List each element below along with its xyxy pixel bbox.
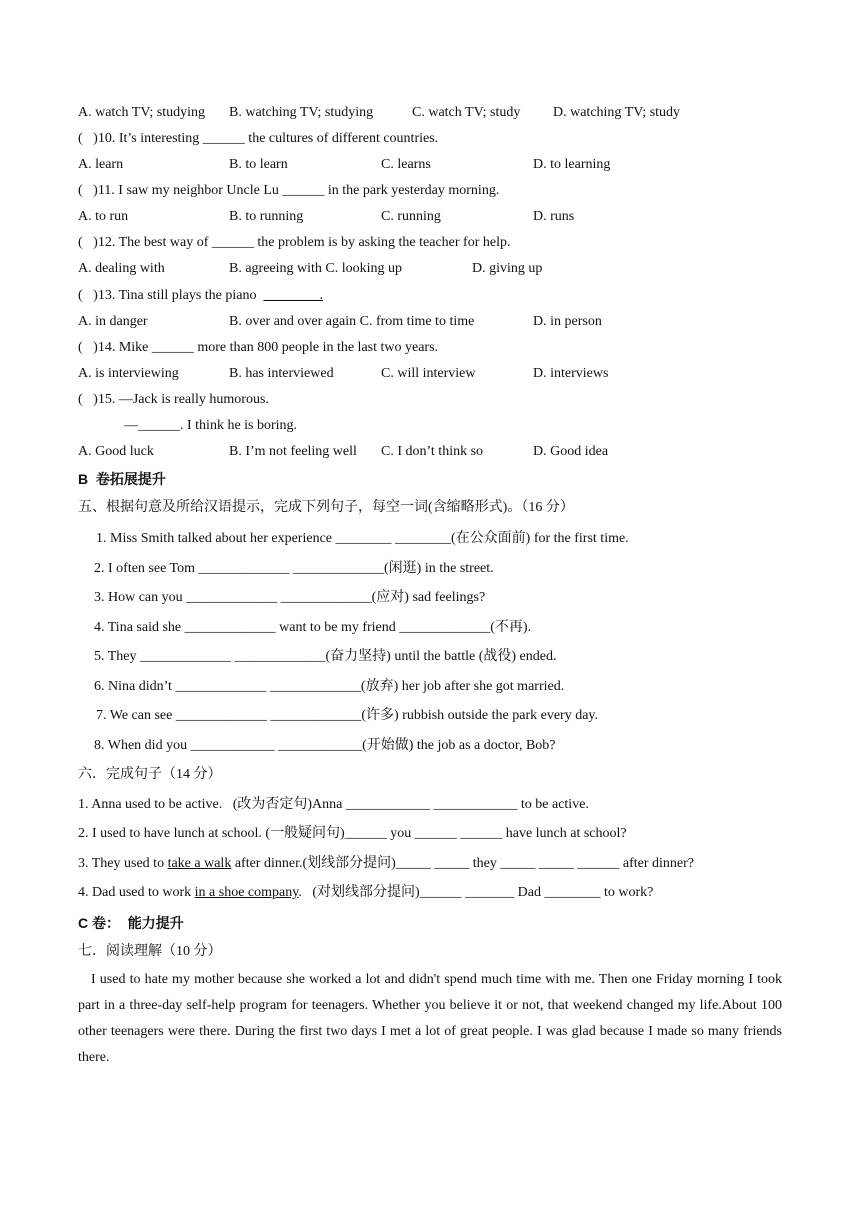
section6-item-4-underlined: in a shoe company bbox=[194, 885, 299, 900]
section6-item-4 bbox=[78, 884, 653, 902]
q13-blank: ________. bbox=[263, 288, 323, 303]
section5-title: 五、根据句意及所给汉语提示，完成下列句子，每空一词(含缩略形式)。（16 分） bbox=[78, 500, 574, 515]
section6-title: 六．完成句子（14 分） bbox=[78, 767, 222, 782]
q12-stem: ( )12. The best way of ______ the problem is by asking the teacher for help. bbox=[78, 235, 511, 250]
q12-option-bc: B. agreeing with C. looking up bbox=[229, 261, 403, 276]
q11-option-d: D. runs bbox=[533, 209, 575, 224]
q12-option-d: D. giving up bbox=[472, 261, 543, 276]
q13-stem bbox=[78, 287, 323, 305]
q12-option-a: A. dealing with bbox=[78, 261, 165, 276]
section5-item-3: 3. How can you _____________ _____________(应对) sad feelings? bbox=[94, 590, 486, 605]
section5-item-7: 7. We can see _____________ _____________(许多) rubbish outside the park every day. bbox=[96, 708, 598, 723]
section6-item-2: 2. I used to have lunch at school. (一般疑问句)______ you ______ ______ have lunch at school? bbox=[78, 826, 627, 841]
q10-option-a: A. learn bbox=[78, 157, 124, 172]
section6-item-3-post: after dinner.(划线部分提问)_____ _____ they _____ _____ ______ after dinner? bbox=[231, 856, 695, 871]
reading-passage: I used to hate my mother because she worked a lot and didn't spend much time with me. Then one Friday morning I took part in a three-day self-help program for teenagers. Whether you believe it or not, that weekend changed my life.About 100 other teenagers were there. During the first two days I met a lot of great people. I was glad because I made so many friends there. bbox=[78, 972, 782, 1065]
section6-item-4-post: . (对划线部分提问)______ _______ Dad ________ to work? bbox=[298, 885, 654, 900]
section5-item-6: 6. Nina didn’t _____________ _____________(放弃) her job after she got married. bbox=[94, 679, 565, 694]
q15-option-b: B. I’m not feeling well bbox=[229, 444, 357, 459]
section6-item-3-underlined: take a walk bbox=[167, 856, 232, 871]
section7-title: 七．阅读理解（10 分） bbox=[78, 944, 222, 959]
q15-reply: —______. I think he is boring. bbox=[124, 418, 298, 433]
section6-item-3-pre: 3. They used to bbox=[78, 856, 168, 871]
q10-option-d: D. to learning bbox=[533, 157, 611, 172]
q15-option-a: A. Good luck bbox=[78, 444, 154, 459]
q14-option-b: B. has interviewed bbox=[229, 366, 334, 381]
q11-option-b: B. to running bbox=[229, 209, 304, 224]
q14-option-a: A. is interviewing bbox=[78, 366, 179, 381]
section5-item-4: 4. Tina said she _____________ want to be my friend _____________(不再). bbox=[94, 620, 532, 635]
q11-stem: ( )11. I saw my neighbor Uncle Lu ______ in the park yesterday morning. bbox=[78, 183, 500, 198]
q13-option-a: A. in danger bbox=[78, 314, 148, 329]
q13-stem-text: ( )13. Tina still plays the piano bbox=[78, 288, 264, 303]
q13-option-d: D. in person bbox=[533, 314, 602, 329]
section5-item-2: 2. I often see Tom _____________ _____________(闲逛) in the street. bbox=[94, 561, 494, 576]
section5-item-1: 1. Miss Smith talked about her experience ________ ________(在公众面前) for the first time. bbox=[96, 531, 629, 546]
q9-option-d: D. watching TV; study bbox=[553, 105, 681, 120]
section6-item-4-pre: 4. Dad used to work bbox=[78, 885, 195, 900]
q15-option-d: D. Good idea bbox=[533, 444, 609, 459]
q9-option-b: B. watching TV; studying bbox=[229, 105, 374, 120]
section-b-title: B 卷拓展提升 bbox=[78, 471, 166, 487]
q10-option-c: C. learns bbox=[381, 157, 431, 172]
q15-option-c: C. I don’t think so bbox=[381, 444, 484, 459]
section-c-title: C 卷： 能力提升 bbox=[78, 915, 184, 931]
section5-item-5: 5. They _____________ _____________(奋力坚持) until the battle (战役) ended. bbox=[94, 649, 557, 664]
section6-item-1: 1. Anna used to be active. (改为否定句)Anna ____________ ____________ to be active. bbox=[78, 797, 589, 812]
section5-item-8: 8. When did you ____________ ____________(开始做) the job as a doctor, Bob? bbox=[94, 738, 556, 753]
q9-option-a: A. watch TV; studying bbox=[78, 105, 206, 120]
section6-item-3 bbox=[78, 855, 694, 873]
q10-option-b: B. to learn bbox=[229, 157, 288, 172]
q14-option-c: C. will interview bbox=[381, 366, 476, 381]
q13-option-bc: B. over and over again C. from time to time bbox=[229, 314, 475, 329]
q11-option-a: A. to run bbox=[78, 209, 129, 224]
q11-option-c: C. running bbox=[381, 209, 441, 224]
q9-option-c: C. watch TV; study bbox=[412, 105, 521, 120]
q10-stem: ( )10. It’s interesting ______ the cultures of different countries. bbox=[78, 131, 439, 146]
q14-stem: ( )14. Mike ______ more than 800 people in the last two years. bbox=[78, 340, 439, 355]
q15-stem: ( )15. —Jack is really humorous. bbox=[78, 392, 269, 407]
q14-option-d: D. interviews bbox=[533, 366, 609, 381]
